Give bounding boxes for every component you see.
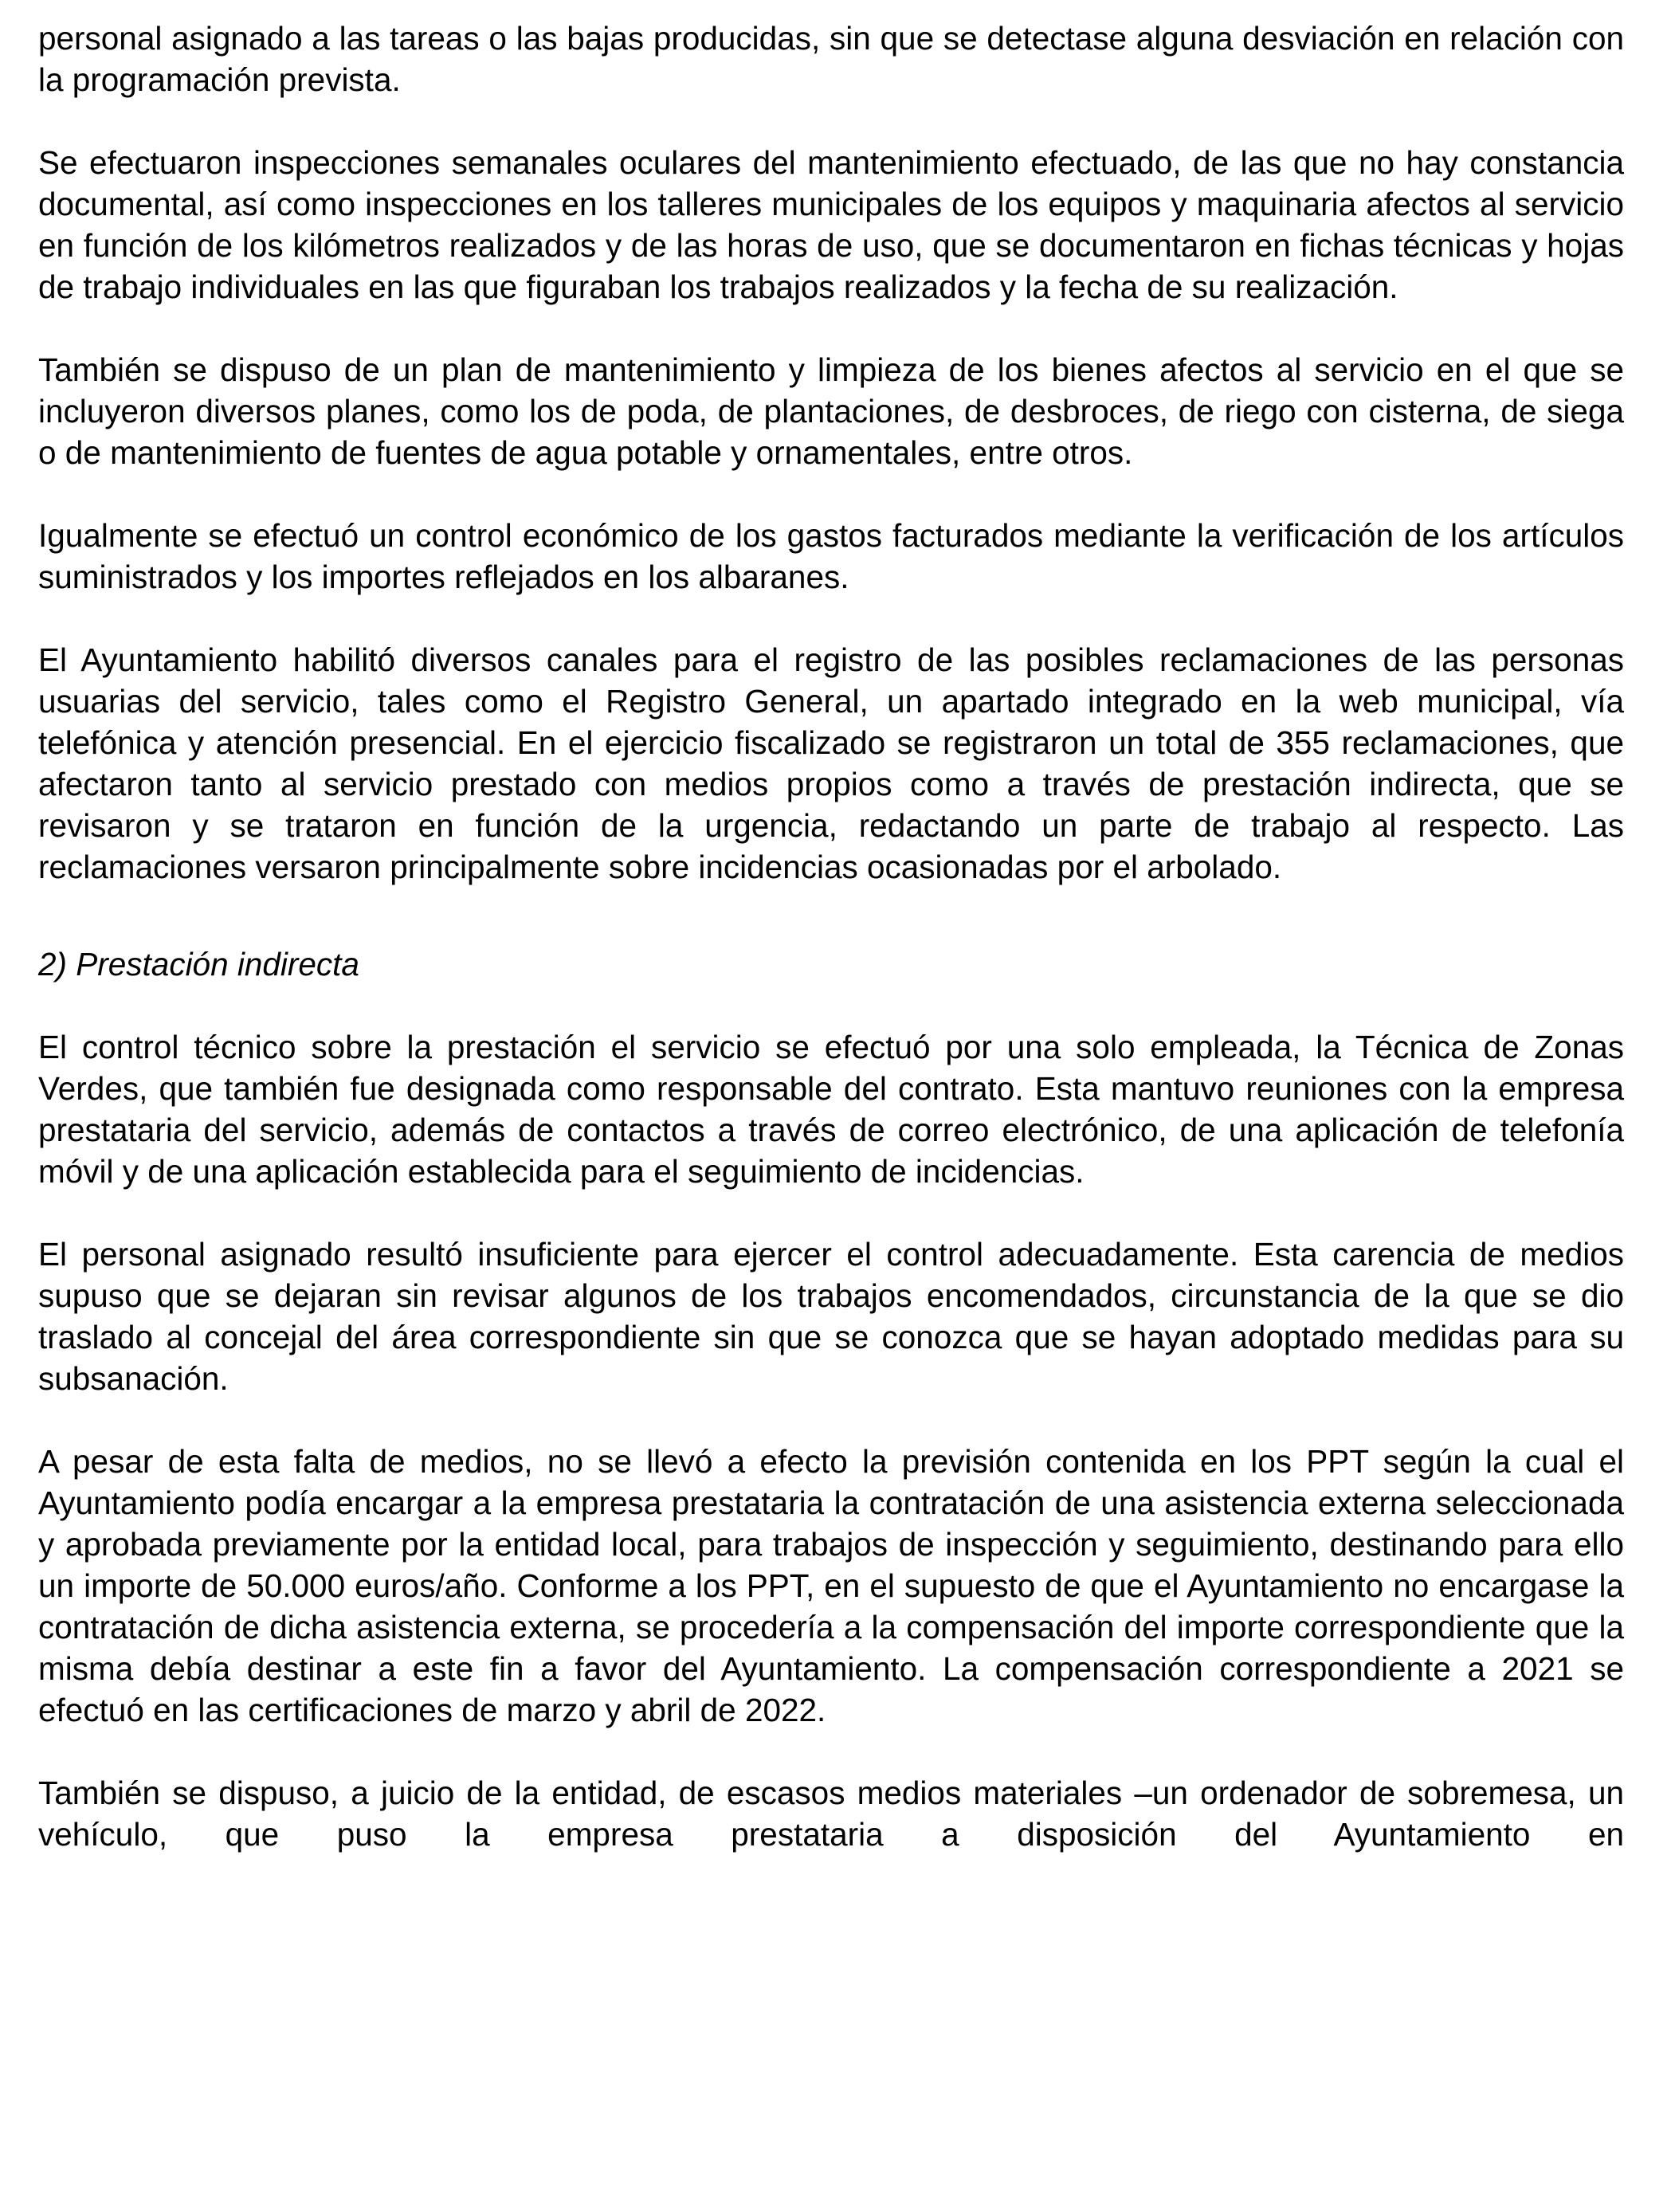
section-heading: 2) Prestación indirecta (38, 946, 359, 982)
paragraph-2: Se efectuaron inspecciones semanales oculares del mantenimiento efectuado, de las que no hay constancia documental, así como inspecciones en los talleres municipales de los equipos y maquinaria afectos al servicio en función de los kilómetros realizados y de las horas de uso, que se documentaron en fichas técnicas y hojas de trabajo individuales en las que figuraban los trabajos realizados y la fecha de su realización. (38, 144, 1624, 305)
paragraph-5: El Ayuntamiento habilitó diversos canales para el registro de las posibles reclamaciones de las personas usuarias del servicio, tales como el Registro General, un apartado integrado en la web municipal, vía telefónica y atención presencial. En el ejercicio fiscalizado se registraron un total de 355 reclamaciones, que afectaron tanto al servicio prestado con medios propios como a través de prestación indirecta, que se revisaron y se trataron en función de la urgencia, redactando un parte de trabajo al respecto. Las reclamaciones versaron principalmente sobre incidencias ocasionadas por el arbolado. (38, 641, 1624, 885)
document-page (38, 18, 1624, 1896)
paragraph-8: A pesar de esta falta de medios, no se llevó a efecto la previsión contenida en los PPT según la cual el Ayuntamiento podía encargar a la empresa prestataria la contratación de una asistencia externa seleccionada y aprobada previamente por la entidad local, para trabajos de inspección y seguimiento, destinando para ello un importe de 50.000 euros/año. Conforme a los PPT, en el supuesto de que el Ayuntamiento no encargase la contratación de dicha asistencia externa, se procedería a la compensación del importe correspondiente que la misma debía destinar a este fin a favor del Ayuntamiento. La compensación correspondiente a 2021 se efectuó en las certificaciones de marzo y abril de 2022. (38, 1443, 1624, 1728)
paragraph-7: El personal asignado resultó insuficiente para ejercer el control adecuadamente. Esta carencia de medios supuso que se dejaran sin revisar algunos de los trabajos encomendados, circunstancia de la que se dio traslado al concejal del área correspondiente sin que se conozca que se hayan adoptado medidas para su subsanación. (38, 1236, 1624, 1397)
paragraph-6: El control técnico sobre la prestación el servicio se efectuó por una solo empleada, la Técnica de Zonas Verdes, que también fue designada como responsable del contrato. Esta mantuvo reuniones con la empresa prestataria del servicio, además de contactos a través de correo electrónico, de una aplicación de telefonía móvil y de una aplicación establecida para el seguimiento de incidencias. (38, 1029, 1624, 1190)
paragraph-4: Igualmente se efectuó un control económico de los gastos facturados mediante la verificación de los artículos suministrados y los importes reflejados en los albaranes. (38, 517, 1624, 595)
paragraph-9: También se dispuso, a juicio de la entidad, de escasos medios materiales –un ordenador de sobremesa, un vehículo, que puso la empresa prestataria a disposición del Ayuntamiento en (38, 1775, 1624, 1853)
paragraph-3: También se dispuso de un plan de mantenimiento y limpieza de los bienes afectos al servicio en el que se incluyeron diversos planes, como los de poda, de plantaciones, de desbroces, de riego con cisterna, de siega o de mantenimiento de fuentes de agua potable y ornamentales, entre otros. (38, 351, 1624, 471)
paragraph-1: personal asignado a las tareas o las bajas producidas, sin que se detectase alguna desviación en relación con la programación prevista. (38, 20, 1624, 98)
